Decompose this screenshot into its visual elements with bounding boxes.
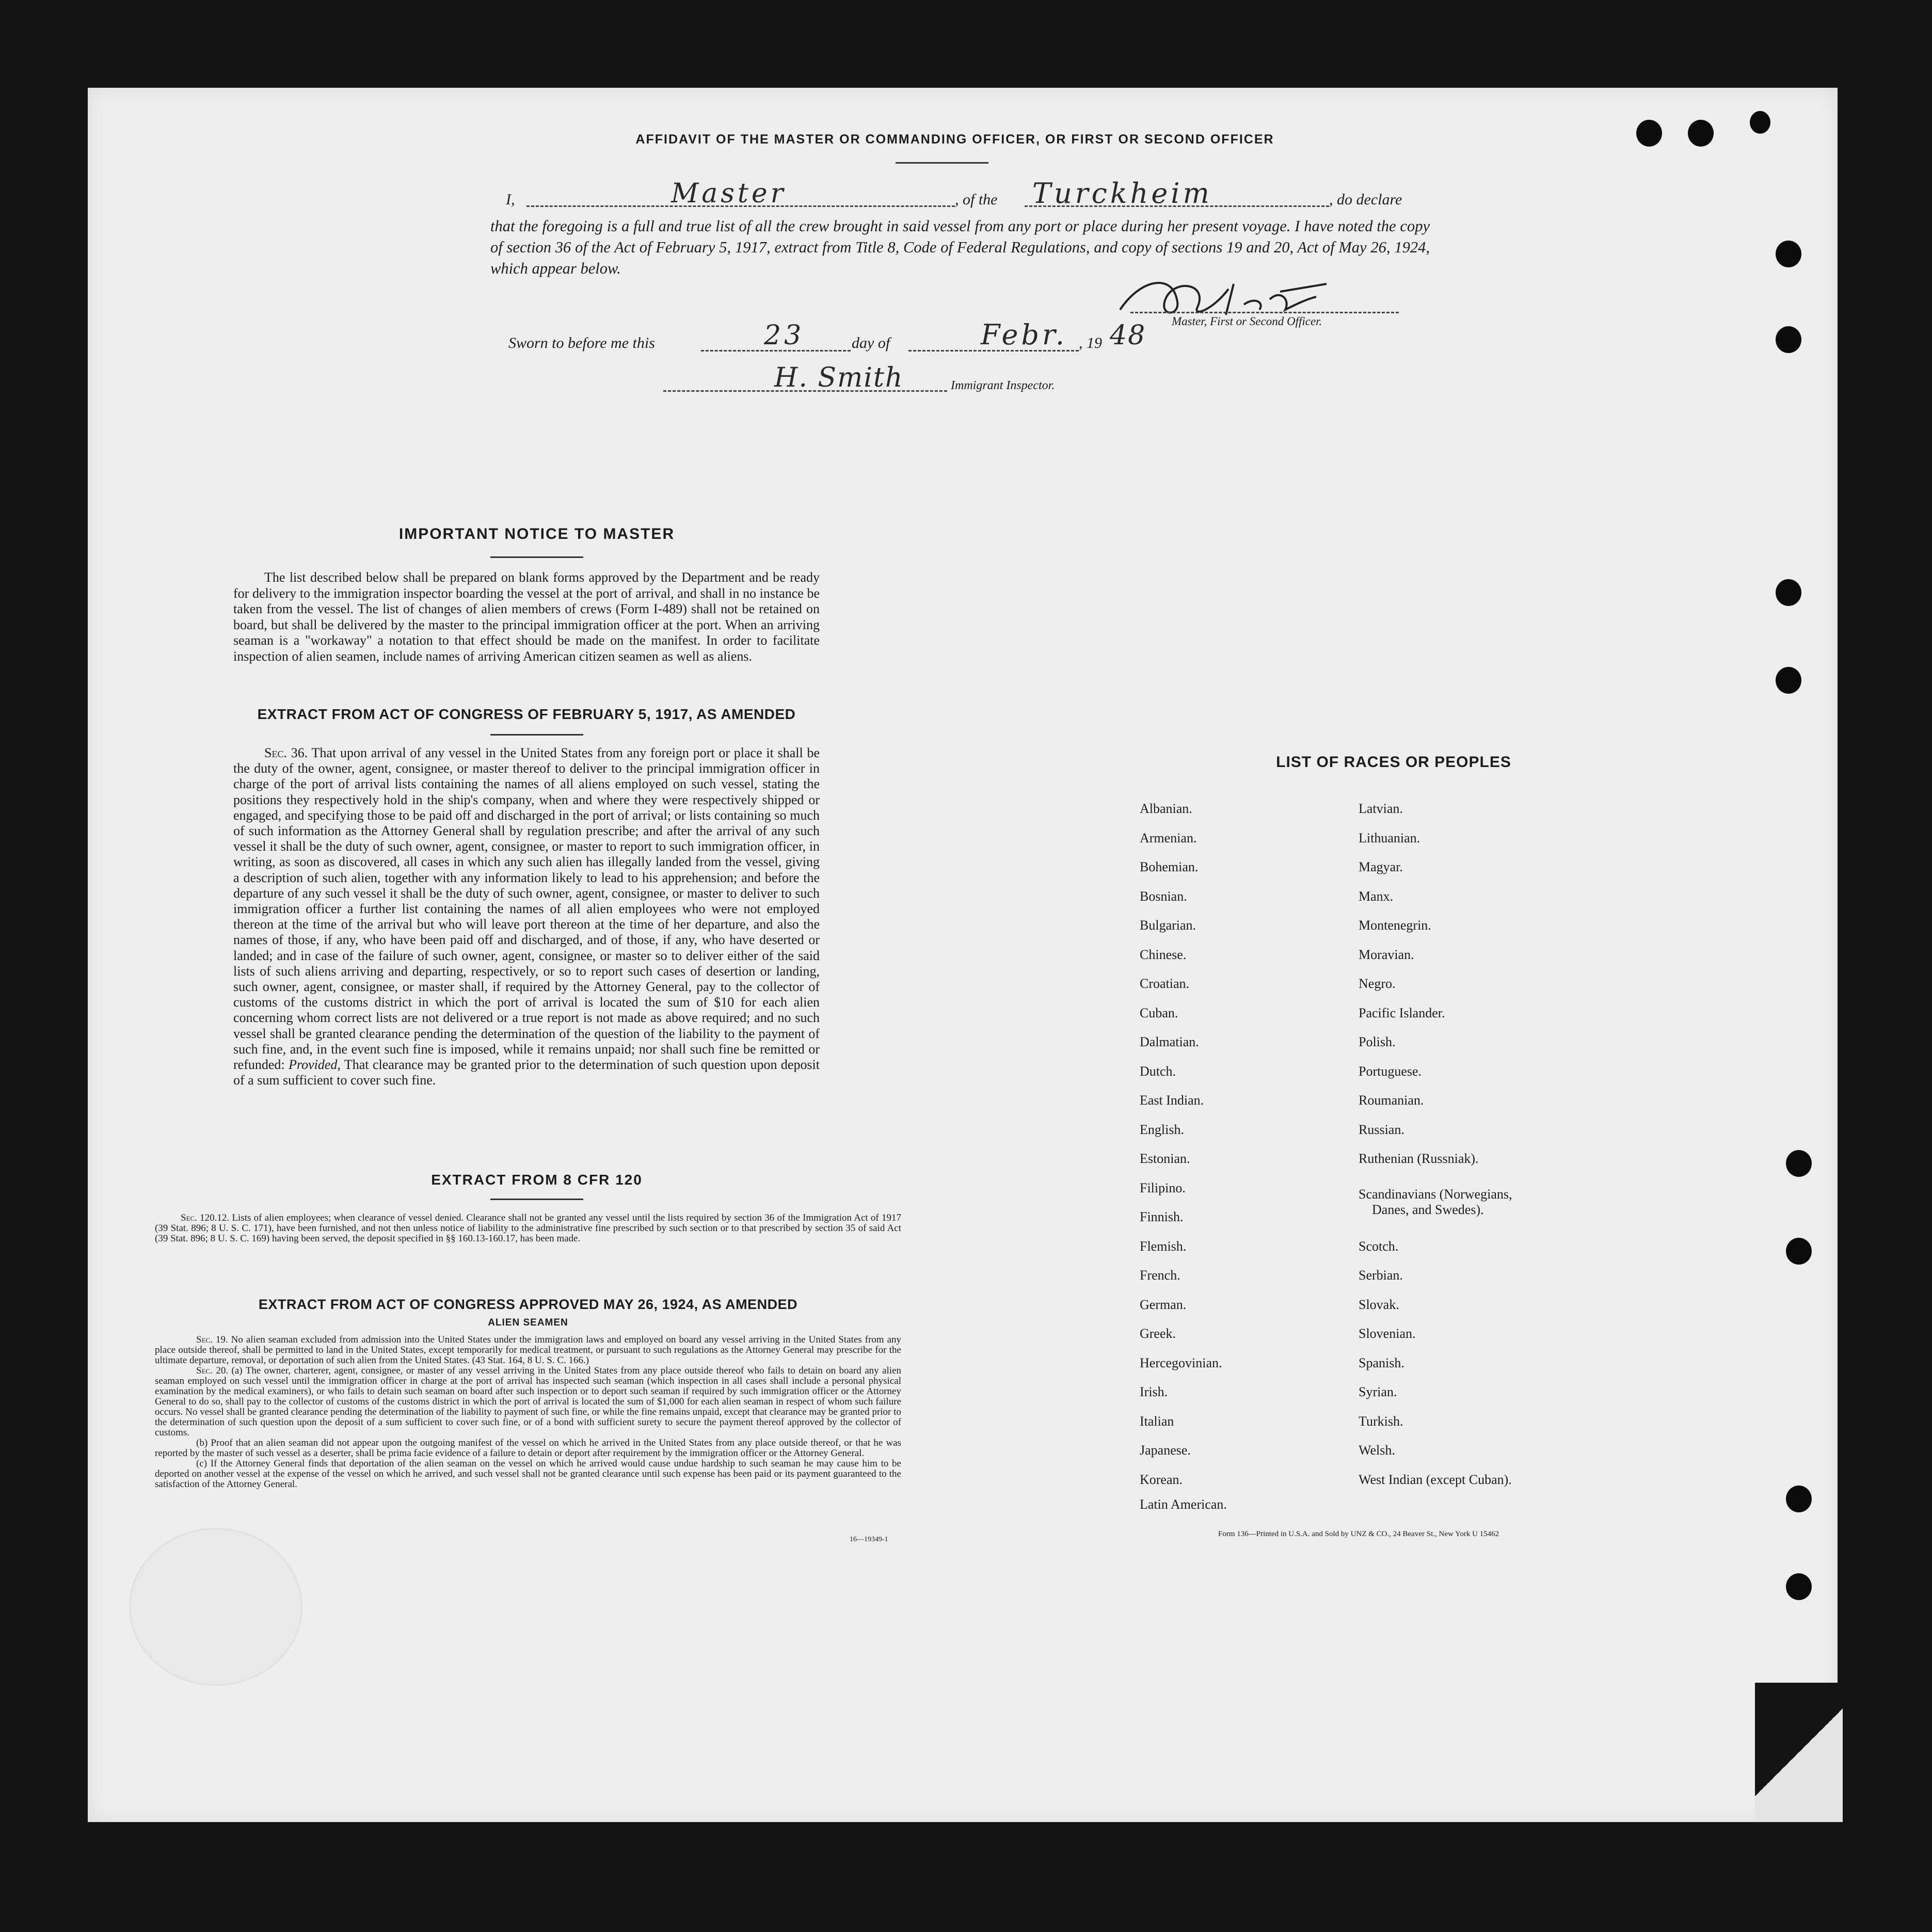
printer-line: Form 136—Printed in U.S.A. and Sold by UNZ & CO., 24 Beaver St., New York U 15462 [1218, 1530, 1499, 1538]
race-item: Italian [1140, 1413, 1174, 1429]
sec19-label: Sec. 19. [196, 1334, 228, 1345]
notice-title: IMPORTANT NOTICE TO MASTER [398, 525, 675, 542]
races-right-column [1359, 801, 1668, 1501]
race-item: Magyar. [1359, 859, 1403, 874]
extract-1917-rule [490, 734, 583, 736]
race-item: Japanese. [1140, 1443, 1191, 1458]
punch-hole [1776, 667, 1801, 694]
race-item: Dutch. [1140, 1063, 1176, 1079]
page-fold-corner [1755, 1683, 1843, 1822]
title-rule [896, 162, 988, 164]
punch-hole [1786, 1238, 1812, 1265]
provided-label: Provided, [289, 1057, 341, 1073]
race-item: Slovenian. [1359, 1326, 1416, 1341]
race-item: Pacific Islander. [1359, 1005, 1445, 1020]
race-item: Welsh. [1359, 1443, 1395, 1458]
race-item: Negro. [1359, 976, 1396, 991]
sec20b-text: (b) Proof that an alien seaman did not appear upon the outgoing manifest of the vessel on which he arrived in the United States from any place outside thereof, or that he was reported by the master of such vessel as a deserter, shall be prima facie evidence of a failure to detain or deport after requirement by the immigration officer or the Attorney General. [155, 1438, 901, 1459]
cfr-section-text: Lists of alien employees; when clearance of vessel denied. Clearance shall not be granted any vessel until the lists required by section 36 of the Immigration Act of 1917 (39 Stat. 896; 8 U. S. C. 171), have been furnished, and not then unless notice of liability to the administrative fine prescribed by such section or to that prescribed by section 35 of said Act (39 Stat. 896; 8 U. S. C. 169) having been served, the deposit specified in §§ 160.13-160.17, has been made. [155, 1212, 901, 1244]
race-item: Greek. [1140, 1326, 1176, 1341]
extract-1924-subtitle: ALIEN SEAMEN [488, 1317, 568, 1328]
race-item: English. [1140, 1122, 1184, 1137]
extract-1917-title: EXTRACT FROM ACT OF CONGRESS OF FEBRUARY 5, 1917, AS AMENDED [257, 706, 796, 722]
race-item: Latin American. [1140, 1497, 1227, 1512]
day-of-label: day of [852, 334, 890, 352]
punch-hole [1786, 1150, 1812, 1177]
master-name-handwritten: Master [671, 178, 787, 209]
race-item: Flemish. [1140, 1238, 1187, 1254]
race-item: Danes, and Swedes). [1372, 1202, 1484, 1217]
extract-1924-body [155, 1335, 901, 1490]
extract-cfr-rule [490, 1199, 583, 1200]
race-item: Bosnian. [1140, 888, 1187, 904]
year-prefix: , 19 [1079, 334, 1102, 352]
race-item: Montenegrin. [1359, 918, 1431, 933]
punch-hole [1688, 120, 1714, 147]
punch-hole [1776, 326, 1801, 353]
extract-1917-body [233, 745, 820, 1088]
affidavit-i-label: I, [506, 191, 515, 208]
race-item: West Indian (except Cuban). [1359, 1472, 1512, 1487]
race-item: Irish. [1140, 1384, 1168, 1399]
inspector-caption: Immigrant Inspector. [951, 379, 1055, 392]
race-item: Serbian. [1359, 1268, 1403, 1283]
race-item: Lithuanian. [1359, 830, 1420, 845]
vessel-name-handwritten: Turckheim [1032, 177, 1212, 210]
race-item: Hercegovinian. [1140, 1355, 1222, 1370]
of-the-label: , of the [955, 191, 998, 208]
notice-rule [490, 556, 583, 558]
punch-hole [1750, 111, 1770, 134]
section-36-label: Sec. 36. [264, 745, 308, 760]
signature-caption: Master, First or Second Officer. [1172, 315, 1322, 328]
sworn-label: Sworn to before me this [508, 334, 655, 352]
race-item: Ruthenian (Russniak). [1359, 1151, 1479, 1166]
race-item: Korean. [1140, 1472, 1183, 1487]
races-left-column [1140, 801, 1346, 1518]
punch-hole [1786, 1573, 1812, 1600]
signature-line [1130, 312, 1399, 313]
race-item: Slovak. [1359, 1297, 1399, 1312]
cfr-section-label: Sec. 120.12. [181, 1212, 230, 1223]
races-title: LIST OF RACES OR PEOPLES [1276, 754, 1511, 771]
race-item: Albanian. [1140, 801, 1192, 816]
race-item: German. [1140, 1297, 1187, 1312]
race-item: Syrian. [1359, 1384, 1397, 1399]
race-item: Portuguese. [1359, 1063, 1422, 1079]
punch-hole [1786, 1486, 1812, 1512]
punch-hole [1776, 579, 1801, 606]
race-item: Spanish. [1359, 1355, 1404, 1370]
section-36-text-end: That clearance may be granted prior to the determination of such question upon deposit of a sum sufficient to cover such fine. [233, 1057, 820, 1088]
year-handwritten: 48 [1110, 320, 1146, 351]
race-item: Croatian. [1140, 976, 1190, 991]
do-declare-label: , do declare [1329, 191, 1402, 208]
race-item: Bulgarian. [1140, 918, 1196, 933]
race-item: Roumanian. [1359, 1093, 1424, 1108]
race-item: Russian. [1359, 1122, 1404, 1137]
race-item: Cuban. [1140, 1005, 1178, 1020]
race-item: Turkish. [1359, 1413, 1403, 1429]
race-item: Manx. [1359, 888, 1394, 904]
affidavit-title: AFFIDAVIT OF THE MASTER OR COMMANDING OFFICER, OR FIRST OR SECOND OFFICER [635, 132, 1274, 147]
section-36-text: That upon arrival of any vessel in the United States from any foreign port or place it shall be the duty of the owner, agent, consignee, or master thereof to deliver to the principal immigration officer in charge of the port of arrival lists containing the names of all aliens employed on such vessel, stating the positions they respectively hold in the ship's company, when and where they were respectively shipped or engaged, and specifying those to be paid off and discharged in the port of arrival; or lists containing so much of such information as the Attorney General shall by regulation prescribe; and after the arrival of any such vessel it shall be the duty of such owner, agent, consignee, or master to report to such immigration officer, in writing, as soon as discovered, all cases in which any such alien has illegally landed from the vessel, giving a description of such alien, together with any information likely to lead to his apprehension; and before the departure of any such vessel it shall be the duty of such owner, agent, consignee, or master to deliver to such immigration officer a further list containing the names of all alien employees who were not employed thereon at the time of the arrival but who will leave port thereon at the time of her departure, and also the names of those, if any, who have been paid off and discharged, and of those, if any, who have deserted or landed; and in case of the failure of such owner, agent, consignee, or master so to deliver either of the said lists of such aliens arriving and departing, respectively, or so to report such cases of desertion or landing, such owner, agent, consignee, or master shall, if required by the Attorney General, pay to the collector of customs of the customs district in which the port of arrival is located the sum of $10 for each alien concerning whom correct lists are not delivered or a true report is not made as above required; and no such vessel shall be granted clearance pending the determination of the question of the liability to the payment of such fine, and, in the event such fine is imposed, while it remains unpaid; nor shall such fine be remitted or refunded: [233, 745, 820, 1073]
race-item: Armenian. [1140, 830, 1197, 845]
extract-cfr-title: EXTRACT FROM 8 CFR 120 [431, 1172, 643, 1188]
sec20-label: Sec. 20. [196, 1365, 229, 1376]
sec20a-text: (a) The owner, charterer, agent, consignee, or master of any vessel arriving in the United States from any place outside thereof who fails to detain on board any alien seaman employed on such vessel until the immigration officer in charge at the port of arrival has inspected such seaman (which inspection in all cases shall include a personal physical examination by the medical examiners), or who fails to detain such seaman on board after such inspection or to deport such seaman if required by such immigration officer or the Attorney General to do so, shall pay to the collector of customs of the customs district in which the port of arrival is located the sum of $1,000 for each alien seaman in respect of whom such failure occurs. No vessel shall be granted clearance pending the determination of the liability to payment of such fine, or while the fine remains unpaid, except that clearance may be granted prior to the determination of such question upon the deposit of a sum sufficient to cover such fine, or of a bond with sufficient surety to secure the payment thereof approved by the collector of customs. [155, 1365, 902, 1438]
race-item: East Indian. [1140, 1093, 1204, 1108]
month-handwritten: Febr. [981, 318, 1068, 351]
race-item: Moravian. [1359, 947, 1414, 962]
form-number: 16—19349-1 [850, 1536, 888, 1543]
embossed-seal [129, 1528, 302, 1686]
extract-1924-title: EXTRACT FROM ACT OF CONGRESS APPROVED MAY 26, 1924, AS AMENDED [258, 1297, 798, 1312]
race-item: Scandinavians (Norwegians, [1359, 1186, 1512, 1202]
punch-hole [1636, 120, 1662, 147]
race-item: Finnish. [1140, 1209, 1184, 1224]
race-item: Estonian. [1140, 1151, 1190, 1166]
race-item: Latvian. [1359, 801, 1403, 816]
notice-body: The list described below shall be prepared on blank forms approved by the Department and be ready for delivery to the immigration inspector boarding the vessel at the port of arrival, and shall in no instance be taken from the vessel. The list of changes of alien members of crews (Form I-489) shall not be retained on board, but shall be delivered by the master to the principal immigration officer at the port. When an arriving seaman is a "workaway" a notation to that effect should be made on the manifest. In order to facilitate inspection of alien seamen, include names of arriving American citizen seamen as well as aliens. [233, 570, 820, 664]
race-item: Bohemian. [1140, 859, 1199, 874]
sec19-text: No alien seaman excluded from admission into the United States under the immigration laws and employed on board any vessel arriving in the United States from any place outside thereof, shall be permitted to land in the United States, except temporarily for medical treatment, or pursuant to such regulations as the Attorney General may prescribe for the ultimate departure, removal, or deportation of such alien from the United States. (43 Stat. 164, 8 U. S. C. 166.) [155, 1334, 902, 1366]
day-handwritten: 23 [764, 320, 805, 351]
sec20c-text: (c) If the Attorney General finds that deportation of the alien seaman on the vessel on which he arrived would cause undue hardship to such seaman he may cause him to be deported on another vessel at the expense of the vessel on which he arrived, and such vessel shall not be granted clearance until such expense has been paid or its payment guaranteed to the satisfaction of the Attorney General. [155, 1458, 901, 1490]
punch-hole [1776, 241, 1801, 267]
race-item: Polish. [1359, 1034, 1396, 1049]
extract-cfr-body [155, 1213, 901, 1244]
affidavit-body: that the foregoing is a full and true list of all the crew brought in said vessel from any port or place during her present voyage. I have noted the copy of section 36 of the Act of February 5, 1917, extract from Title 8, Code of Federal Regulations, and copy of sections 19 and 20, Act of May 26, 1924, which appear below. [490, 217, 1430, 277]
race-item: Scotch. [1359, 1238, 1399, 1254]
race-item: Chinese. [1140, 947, 1187, 962]
race-item: Dalmatian. [1140, 1034, 1199, 1049]
race-item: French. [1140, 1268, 1180, 1283]
race-item: Filipino. [1140, 1180, 1186, 1195]
inspector-signature: H. Smith [774, 362, 904, 393]
